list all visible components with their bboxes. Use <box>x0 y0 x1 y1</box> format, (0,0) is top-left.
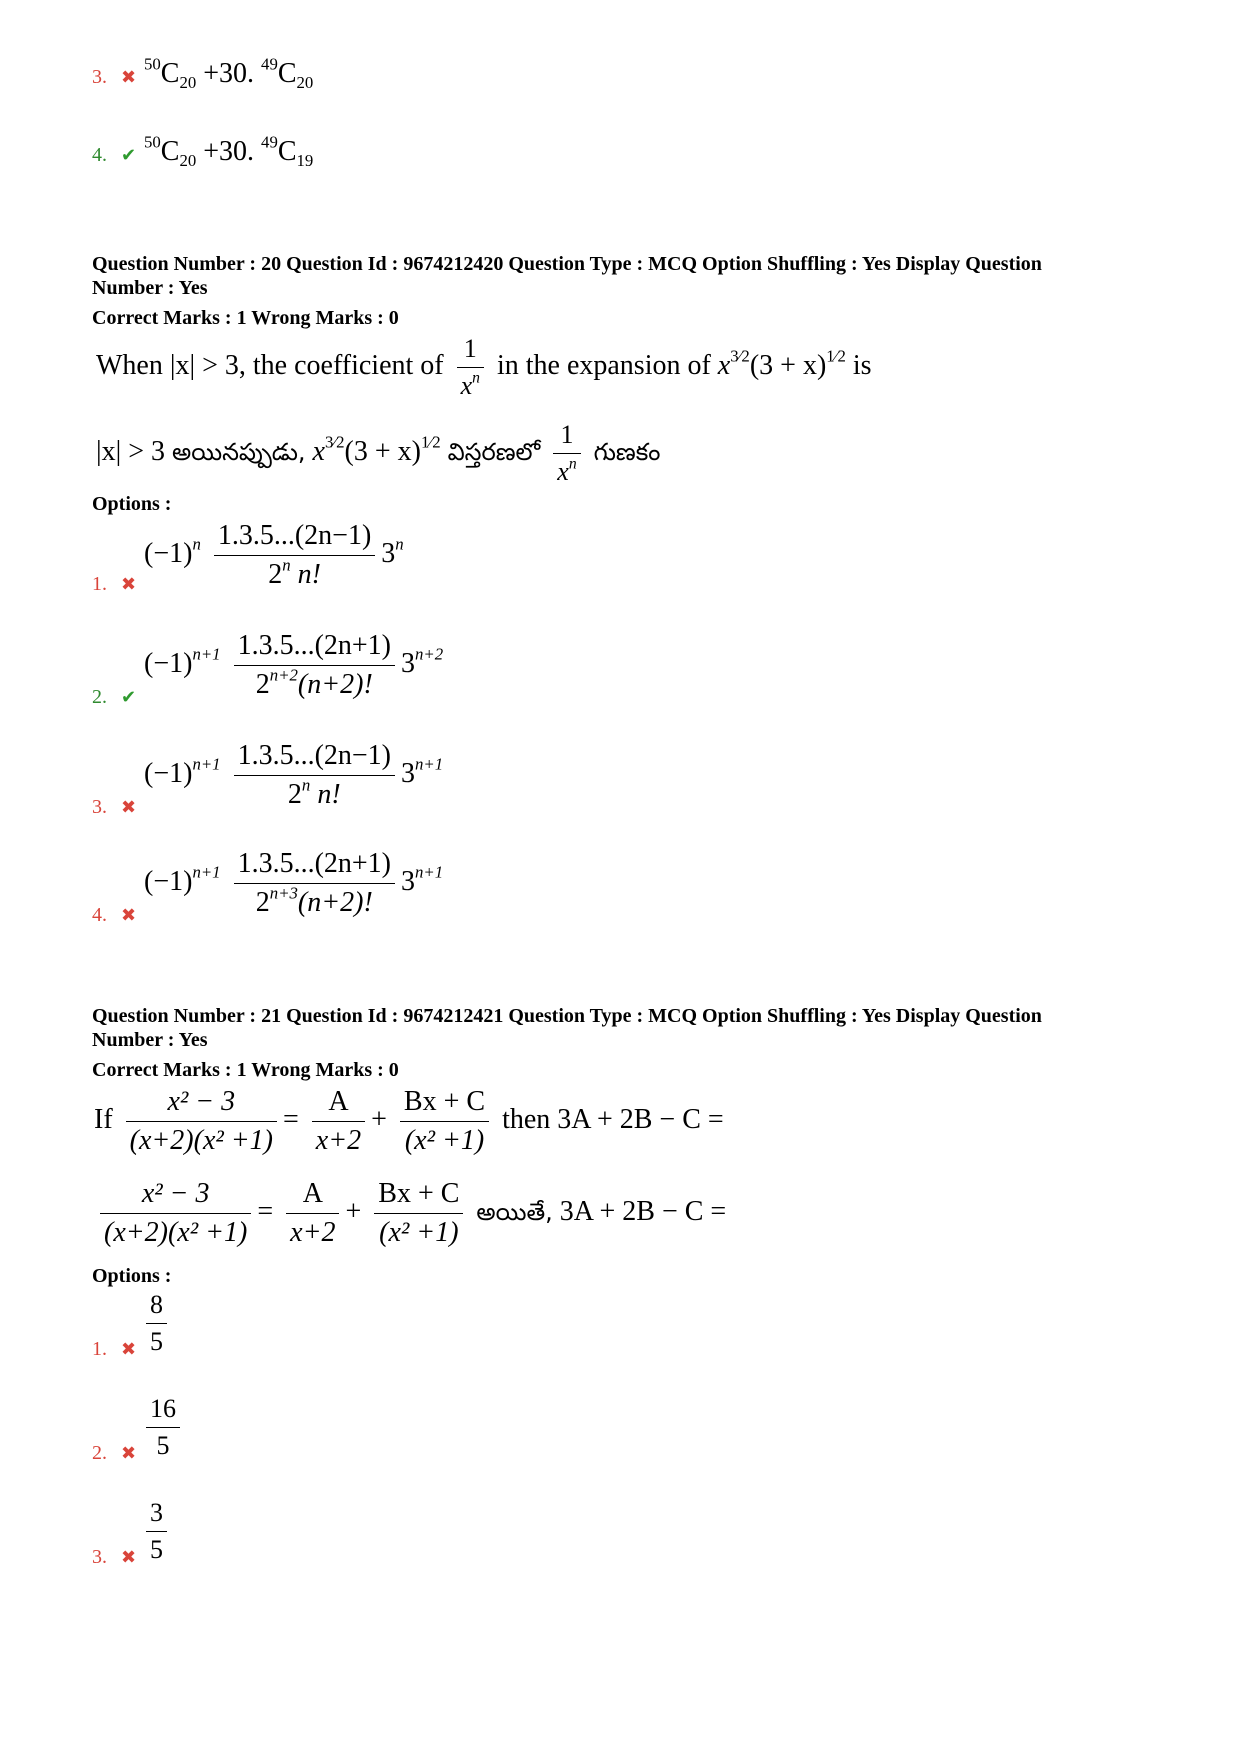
wrong-mark-icon: ✖ <box>121 1443 137 1463</box>
option-row[interactable] <box>92 796 136 819</box>
option-number: 4. <box>92 144 107 166</box>
option-row[interactable] <box>92 686 136 709</box>
question-marks: Correct Marks : 1 Wrong Marks : 0 <box>92 307 399 329</box>
question-text-english: When |x| > 3, the coefficient of $\frac{1}{x^n}$ in the expansion of $x^{3⁄2}(3 + x)^{1⁄2}$ is <box>96 334 872 400</box>
option-number: 2. <box>92 686 107 708</box>
options-label: Options : <box>92 1265 172 1287</box>
option-number: 3. <box>92 796 107 818</box>
option-math: $(-1)^n$ $\frac{1.3.5...(2n-1)}{2^n n!}$ 3$^n$ <box>144 520 404 590</box>
question-text-telugu: $\frac{\text{x² − 3}}{\text{(x+2)(x² +1)}}$ = $\frac{A}{x+2}$ + $\frac{Bx + C}{\text{(x² +1)}}$ అయితే, 3A + 2B − C = <box>94 1178 726 1249</box>
wrong-mark-icon: ✖ <box>121 1547 137 1567</box>
question-meta: Question Number : 20 Question Id : 9674212420 Question Type : MCQ Option Shuffling : Yes Display Question Number : Yes <box>92 253 1042 299</box>
option-row[interactable] <box>92 573 136 596</box>
option-math: $\frac{8}{5}$ <box>140 1290 173 1357</box>
option-row[interactable] <box>92 904 136 927</box>
option-math: $(-1)^{n+1}$ $\frac{1.3.5...(2n+1)}{2^{n+3}(n+2)!}$ $3^{n+1}$ <box>144 848 444 918</box>
option-number: 3. <box>92 1546 107 1568</box>
question-text-english: If $\frac{\text{x² − 3}}{\text{(x+2)(x² +1)}}$ = $\frac{A}{x+2}$ + $\frac{Bx + C}{\text{(x² +1)}}$ then 3A + 2B − C = <box>94 1086 724 1156</box>
question-marks: Correct Marks : 1 Wrong Marks : 0 <box>92 1059 399 1081</box>
option-row[interactable] <box>92 1546 136 1569</box>
option-row[interactable] <box>92 1338 136 1361</box>
option-number: 3. <box>92 66 107 88</box>
option-math: $^{50}C_{20} +30$. $^{49}C_{19}$ <box>144 132 314 170</box>
option-number: 1. <box>92 573 107 595</box>
option-number: 4. <box>92 904 107 926</box>
option-math: $\frac{16}{5}$ <box>140 1394 186 1461</box>
option-number: 2. <box>92 1442 107 1464</box>
question-text-telugu: |x| > 3 అయినప్పుడు, $x^{3⁄2}(3 + x)^{1⁄2}$ విస్తరణలో $\frac{1}{x^n}$ గుణకం <box>96 420 661 486</box>
wrong-mark-icon: ✖ <box>121 905 137 925</box>
option-row[interactable] <box>92 144 136 167</box>
options-label: Options : <box>92 493 172 515</box>
option-math: $(-1)^{n+1}$ $\frac{1.3.5...(2n+1)}{2^{n+2}(n+2)!}$ $3^{n+2}$ <box>144 630 444 700</box>
wrong-mark-icon: ✖ <box>121 574 137 594</box>
option-math: $(-1)^{n+1}$ $\frac{1.3.5...(2n-1)}{2^n n!}$ $3^{n+1}$ <box>144 740 444 810</box>
option-number: 1. <box>92 1338 107 1360</box>
question-meta: Question Number : 21 Question Id : 9674212421 Question Type : MCQ Option Shuffling : Yes Display Question Number : Yes <box>92 1005 1042 1051</box>
wrong-mark-icon: ✖ <box>121 67 137 87</box>
correct-mark-icon: ✔ <box>121 687 137 707</box>
option-row[interactable] <box>92 66 136 89</box>
correct-mark-icon: ✔ <box>121 145 137 165</box>
wrong-mark-icon: ✖ <box>121 797 137 817</box>
wrong-mark-icon: ✖ <box>121 1339 137 1359</box>
option-math: $\frac{3}{5}$ <box>140 1498 173 1565</box>
option-math: $^{50}C_{20} +30$. $^{49}C_{20}$ <box>144 54 314 92</box>
option-row[interactable] <box>92 1442 136 1465</box>
